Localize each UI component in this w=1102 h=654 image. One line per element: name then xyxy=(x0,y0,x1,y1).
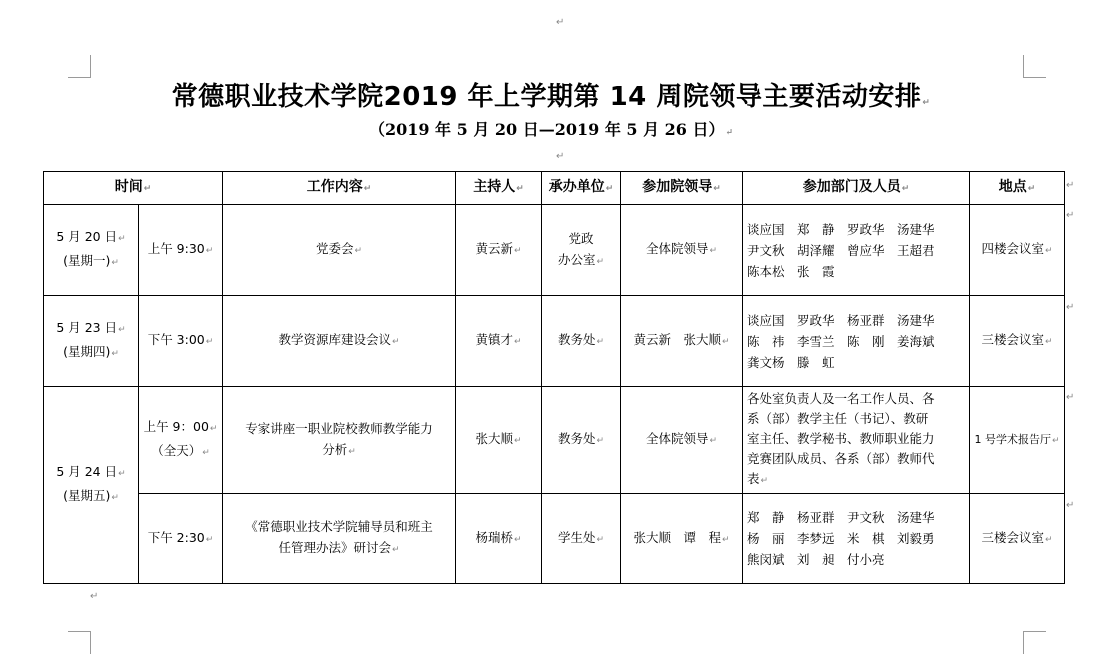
row-end-mark-icon: ↵ xyxy=(1066,392,1075,403)
location-cell: 四楼会议室↵ xyxy=(970,205,1065,296)
row-end-mark-icon: ↵ xyxy=(1066,302,1075,313)
header-time: 时间↵ xyxy=(44,172,223,205)
page-subtitle: （2019 年 5 月 20 日—2019 年 5 月 26 日）↵ xyxy=(368,120,734,139)
departments-cell: 郑 静 杨亚群 尹文秋 汤建华 杨 丽 李梦远 米 棋 刘毅勇 熊闵斌 刘 昶 付小亮 xyxy=(743,494,970,584)
row-end-mark-icon: ↵ xyxy=(1066,500,1075,511)
departments-cell: 谈应国 郑 静 罗政华 汤建华 尹文秋 胡泽耀 曾应华 王超君 陈本松 张 霞 xyxy=(743,205,970,296)
header-content: 工作内容↵ xyxy=(223,172,456,205)
content-cell: 党委会↵ xyxy=(223,205,456,296)
date-cell: 5 月 24 日↵ (星期五)↵ xyxy=(44,387,139,584)
header-leaders: 参加院领导↵ xyxy=(621,172,743,205)
time-cell: 上午 9：00↵ （全天）↵ xyxy=(139,387,223,494)
schedule-table xyxy=(43,171,1065,584)
header-departments: 参加部门及人员↵ xyxy=(743,172,970,205)
host-cell: 黄云新↵ xyxy=(456,205,542,296)
departments-cell: 谈应国 罗政华 杨亚群 汤建华 陈 祎 李雪兰 陈 刚 姜海斌 龚文杨 滕 虹 xyxy=(743,296,970,387)
date-cell: 5 月 20 日↵ (星期一)↵ xyxy=(44,205,139,296)
paragraph-mark-icon: ↵ xyxy=(556,151,565,162)
header-host: 主持人↵ xyxy=(456,172,542,205)
content-cell: 教学资源库建设会议↵ xyxy=(223,296,456,387)
location-cell: 1 号学术报告厅↵ xyxy=(970,387,1065,494)
table-row xyxy=(44,494,1065,584)
content-cell: 《常德职业技术学院辅导员和班主 任管理办法》研讨会↵ xyxy=(223,494,456,584)
row-end-mark-icon: ↵ xyxy=(1066,180,1075,191)
time-cell: 下午 2:30↵ xyxy=(139,494,223,584)
crop-mark-bottom-left xyxy=(68,631,91,654)
crop-mark-top-left xyxy=(68,55,91,78)
paragraph-mark-icon: ↵ xyxy=(90,591,99,602)
host-cell: 杨瑞桥↵ xyxy=(456,494,542,584)
departments-cell: 各处室负责人及一名工作人员、各 系（部）教学主任（书记）、教研 室主任、教学秘书、教师职业能力 竞赛团队成员、各系（部）教师代 表↵ xyxy=(743,387,970,494)
host-cell: 张大顺↵ xyxy=(456,387,542,494)
date-cell: 5 月 23 日↵ (星期四)↵ xyxy=(44,296,139,387)
table-row xyxy=(44,387,1065,494)
location-cell: 三楼会议室↵ xyxy=(970,494,1065,584)
content-cell: 专家讲座一职业院校教师教学能力 分析↵ xyxy=(223,387,456,494)
time-cell: 下午 3:00↵ xyxy=(139,296,223,387)
page-title: 常德职业技术学院2019 年上学期第 14 周院领导主要活动安排↵ xyxy=(171,82,931,112)
leaders-cell: 黄云新 张大顺↵ xyxy=(621,296,743,387)
paragraph-mark-icon: ↵ xyxy=(556,17,565,28)
time-cell: 上午 9:30↵ xyxy=(139,205,223,296)
leaders-cell: 全体院领导↵ xyxy=(621,387,743,494)
row-end-mark-icon: ↵ xyxy=(1066,210,1075,221)
table-row xyxy=(44,205,1065,296)
organizer-cell: 教务处↵ xyxy=(542,296,621,387)
header-location: 地点↵ xyxy=(970,172,1065,205)
organizer-cell: 党政 办公室↵ xyxy=(542,205,621,296)
organizer-cell: 教务处↵ xyxy=(542,387,621,494)
table-header-row xyxy=(44,172,1065,205)
leaders-cell: 全体院领导↵ xyxy=(621,205,743,296)
organizer-cell: 学生处↵ xyxy=(542,494,621,584)
leaders-cell: 张大顺 谭 程↵ xyxy=(621,494,743,584)
crop-mark-top-right xyxy=(1023,55,1046,78)
header-organizer: 承办单位↵ xyxy=(542,172,621,205)
crop-mark-bottom-right xyxy=(1023,631,1046,654)
table-row xyxy=(44,296,1065,387)
location-cell: 三楼会议室↵ xyxy=(970,296,1065,387)
host-cell: 黄镇才↵ xyxy=(456,296,542,387)
